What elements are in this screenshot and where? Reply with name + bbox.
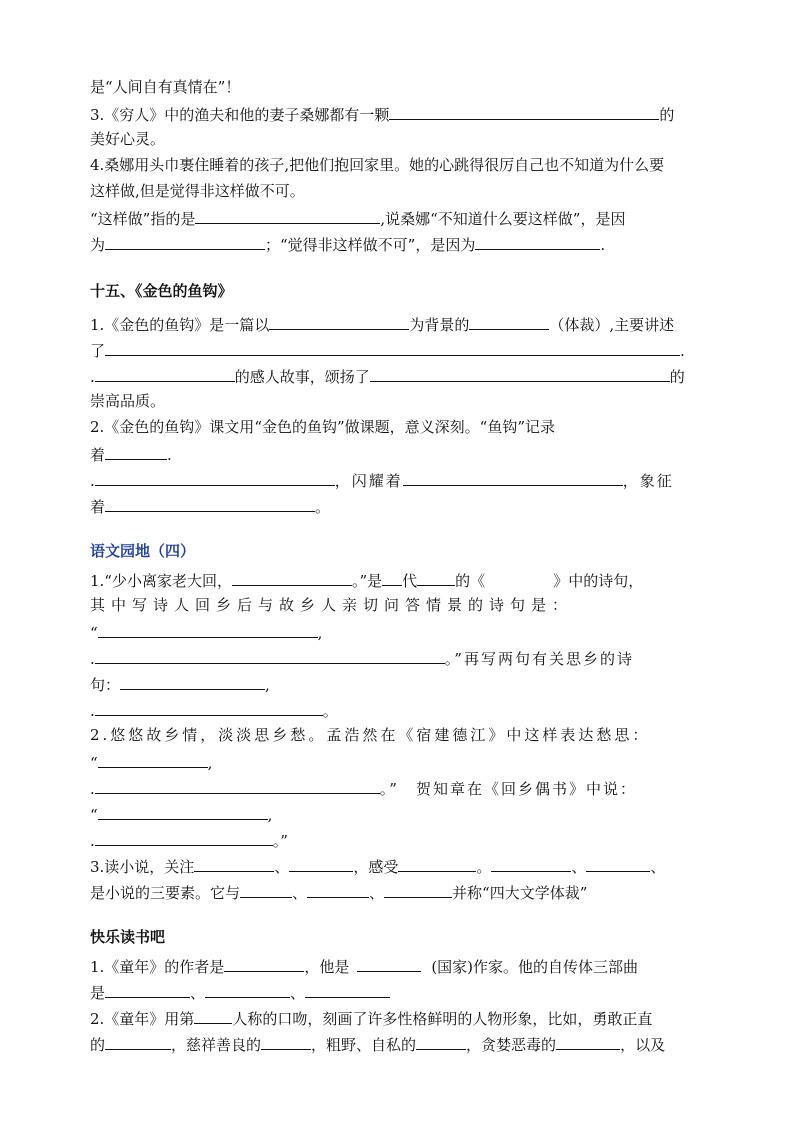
answer-blank[interactable]: [95, 830, 273, 846]
answer-blank[interactable]: [370, 366, 670, 382]
answer-blank[interactable]: [384, 882, 452, 898]
answer-blank[interactable]: [105, 340, 680, 356]
answer-blank[interactable]: [105, 234, 265, 250]
question-1: 1.《金色的鱼钩》是一篇以 为背景的 （体裁）,主要讲述: [90, 316, 675, 334]
answer-blank[interactable]: [269, 314, 409, 330]
answer-blank[interactable]: [305, 982, 390, 998]
text-line: . 。: [90, 702, 338, 720]
answer-blank[interactable]: [403, 470, 623, 486]
answer-blank[interactable]: [98, 804, 268, 820]
answer-blank[interactable]: [417, 570, 455, 586]
text-line: . 。”: [90, 832, 288, 850]
section-title: 语文园地（四）: [90, 542, 196, 560]
text-line: 其中写诗人回乡后与故乡人亲切问答情景的诗句是：: [90, 596, 574, 614]
question-2: 2.《金色的鱼钩》课文用“金色的鱼钩”做课题，意义深刻。“鱼钩”记录: [90, 418, 555, 436]
question-2: 2.悠悠故乡情，淡淡思乡愁。孟浩然在《宿建德江》中这样表达愁思：: [90, 726, 651, 744]
answer-blank[interactable]: [232, 570, 352, 586]
question-1: 1.《童年》的作者是 ，他是 (国家)作家。他的自传体三部曲: [90, 958, 639, 976]
answer-blank[interactable]: [105, 496, 315, 512]
answer-blank[interactable]: [194, 1008, 232, 1024]
question-4: 4.桑娜用头巾裹住睡着的孩子,把他们抱回家里。她的心跳得很厉自己也不知道为什么要: [90, 156, 665, 174]
answer-blank[interactable]: [475, 234, 600, 250]
text-line: 是“人间自有真情在”！: [90, 78, 241, 96]
answer-blank[interactable]: [469, 314, 549, 330]
question-1: 1.“少小离家老大回， 。”是 代 的《 》中的诗句，: [90, 572, 644, 590]
answer-blank[interactable]: [382, 570, 402, 586]
answer-blank[interactable]: [95, 366, 235, 382]
text-line: 的 ，慈祥善良的 ，粗野、自私的 ，贪婪恶毒的 ，以及: [90, 1036, 666, 1054]
answer-blank[interactable]: [307, 882, 369, 898]
answer-blank[interactable]: [120, 674, 265, 690]
answer-blank[interactable]: [289, 856, 353, 872]
answer-blank[interactable]: [195, 208, 380, 224]
text-line: . ，闪耀着 ，象征: [90, 472, 674, 490]
answer-blank[interactable]: [98, 752, 208, 768]
text-line: 是小说的三要素。它与 、 、 并称“四大文学体裁”: [90, 884, 588, 902]
text-line: “这样做”指的是 ,说桑娜“不知道什么要这样做”，是因: [90, 210, 626, 228]
answer-blank[interactable]: [105, 1034, 171, 1050]
text-line: . 的感人故事，颂扬了 的: [90, 368, 685, 386]
text-line: “ ,: [90, 806, 273, 824]
text-line: 了 .: [90, 342, 685, 360]
section-title: 快乐读书吧: [90, 928, 166, 946]
answer-blank[interactable]: [98, 622, 318, 638]
text-line: “ ,: [90, 754, 213, 772]
section-title: 十五、《金色的鱼钩》: [90, 282, 233, 300]
text-line: 美好心灵。: [90, 130, 166, 148]
answer-blank[interactable]: [416, 1034, 466, 1050]
answer-blank[interactable]: [95, 778, 380, 794]
answer-blank[interactable]: [240, 882, 292, 898]
text-line: 着 .: [90, 446, 172, 464]
answer-blank[interactable]: [491, 856, 571, 872]
question-3: 3.读小说，关注 、 ，感受 。 、 、: [90, 858, 666, 876]
answer-blank[interactable]: [556, 1034, 620, 1050]
question-2: 2.《童年》用第 人称的口吻，刻画了许多性格鲜明的人物形象，比如，勇敢正直: [90, 1010, 653, 1028]
text-line: 这样做,但是觉得非这样做不可。: [90, 182, 305, 200]
answer-blank[interactable]: [586, 856, 650, 872]
answer-blank[interactable]: [95, 700, 323, 716]
answer-blank[interactable]: [357, 956, 421, 972]
answer-blank[interactable]: [224, 956, 304, 972]
answer-blank[interactable]: [389, 104, 659, 120]
text-line: . 。” 贺知章在《回乡偶书》中说：: [90, 780, 637, 798]
text-line: 着 。: [90, 498, 331, 516]
answer-blank[interactable]: [398, 856, 476, 872]
answer-blank[interactable]: [194, 856, 274, 872]
text-line: 句： ,: [90, 676, 270, 694]
answer-blank[interactable]: [105, 982, 190, 998]
answer-blank[interactable]: [95, 648, 445, 664]
text-line: 是 、 、: [90, 982, 390, 1002]
text-line: “ ,: [90, 624, 323, 642]
text-line: . 。”再写两句有关思乡的诗: [90, 650, 634, 668]
answer-blank[interactable]: [105, 444, 167, 460]
answer-blank[interactable]: [95, 470, 335, 486]
answer-blank[interactable]: [261, 1034, 311, 1050]
question-3: 3.《穷人》中的渔夫和他的妻子桑娜都有一颗 的: [90, 106, 675, 124]
answer-blank[interactable]: [205, 982, 290, 998]
text-line: 为 ；“觉得非这样做不可”，是因为 .: [90, 236, 606, 254]
text-line: 崇高品质。: [90, 392, 166, 410]
